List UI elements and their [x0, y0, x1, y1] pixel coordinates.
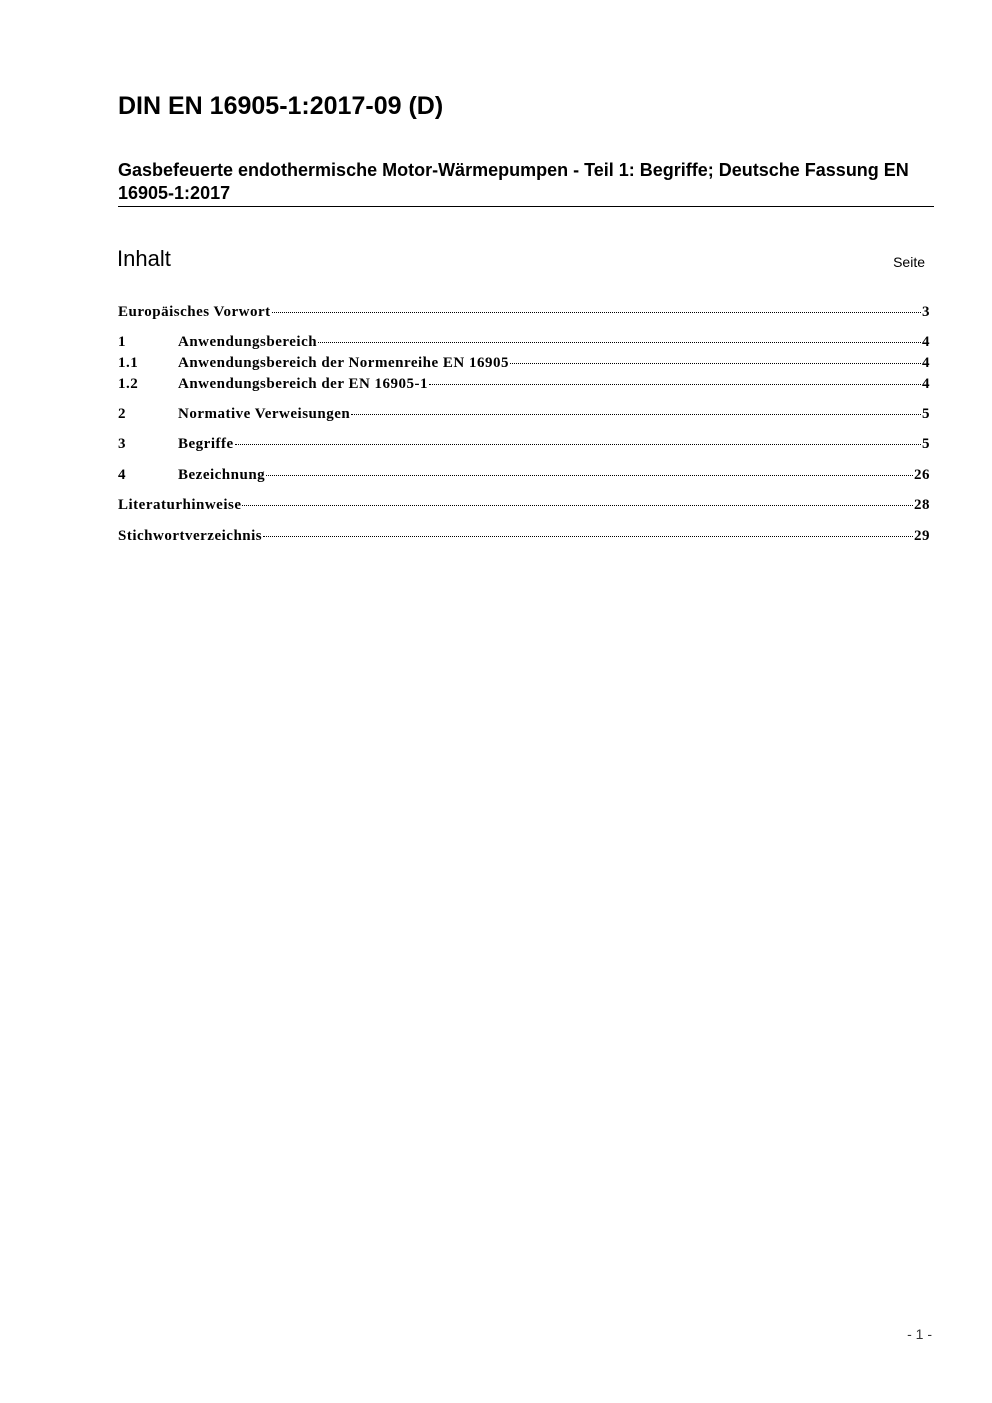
- toc-entry-number: 1.2: [118, 376, 139, 392]
- toc-dot-leader: [351, 414, 921, 415]
- toc-entry-page: 3: [922, 304, 930, 320]
- toc-dot-leader: [429, 384, 921, 385]
- toc-entry-number: 2: [118, 406, 126, 422]
- toc-dot-leader: [272, 312, 921, 313]
- toc-dot-leader: [266, 475, 913, 476]
- toc-entry-designation[interactable]: [118, 465, 930, 485]
- toc-heading: Inhalt: [117, 246, 171, 271]
- toc-entry-bibliography[interactable]: [118, 495, 930, 515]
- toc-dot-leader: [510, 363, 921, 364]
- title-divider: [118, 206, 934, 207]
- toc-entry-page: 28: [914, 497, 930, 513]
- toc-entry-page: 29: [914, 528, 930, 544]
- toc-entry-normative-references[interactable]: [118, 404, 930, 424]
- toc-entry-index[interactable]: [118, 526, 930, 546]
- toc-entry-page: 4: [922, 355, 930, 371]
- toc-entry-foreword[interactable]: [118, 302, 930, 322]
- document-subtitle: Gasbefeuerte endothermische Motor-Wärmepumpen - Teil 1: Begriffe; Deutsche Fassung EN 16905-1:2017: [118, 160, 909, 203]
- toc-entry-scope-part1[interactable]: [118, 374, 930, 394]
- toc-entry-text: Literaturhinweise: [118, 497, 242, 513]
- toc-entry-page: 4: [922, 334, 930, 350]
- toc-entry-number: 4: [118, 467, 126, 483]
- toc-dot-leader: [235, 444, 921, 445]
- toc-entry-terms[interactable]: [118, 434, 930, 454]
- toc-entry-scope[interactable]: [118, 332, 930, 352]
- toc-dot-leader: [242, 505, 913, 506]
- toc-entry-text: Europäisches Vorwort: [118, 304, 271, 320]
- toc-entry-number: 1: [118, 334, 126, 350]
- toc-entry-page: 26: [914, 467, 930, 483]
- document-title: DIN EN 16905-1:2017-09 (D): [118, 92, 444, 120]
- toc-entry-page: 5: [922, 406, 930, 422]
- page-number: - 1 -: [907, 1326, 932, 1342]
- toc-entry-number: 3: [118, 436, 126, 452]
- toc-entry-number: 1.1: [118, 355, 139, 371]
- toc-entry-text: Stichwortverzeichnis: [118, 528, 263, 544]
- toc-dot-leader: [263, 536, 913, 537]
- toc-entry-scope-series[interactable]: [118, 353, 930, 373]
- toc-entry-text: Anwendungsbereich der EN 16905-1: [178, 376, 429, 392]
- toc-entry-text: Begriffe: [178, 436, 234, 452]
- toc-page-column-label: Seite: [893, 254, 925, 270]
- toc-dot-leader: [318, 342, 921, 343]
- toc-entry-text: Normative Verweisungen: [178, 406, 351, 422]
- toc-entry-text: Anwendungsbereich der Normenreihe EN 16905: [178, 355, 510, 371]
- toc-entry-page: 5: [922, 436, 930, 452]
- toc-entry-text: Bezeichnung: [178, 467, 266, 483]
- toc-entry-text: Anwendungsbereich: [178, 334, 318, 350]
- toc-entry-page: 4: [922, 376, 930, 392]
